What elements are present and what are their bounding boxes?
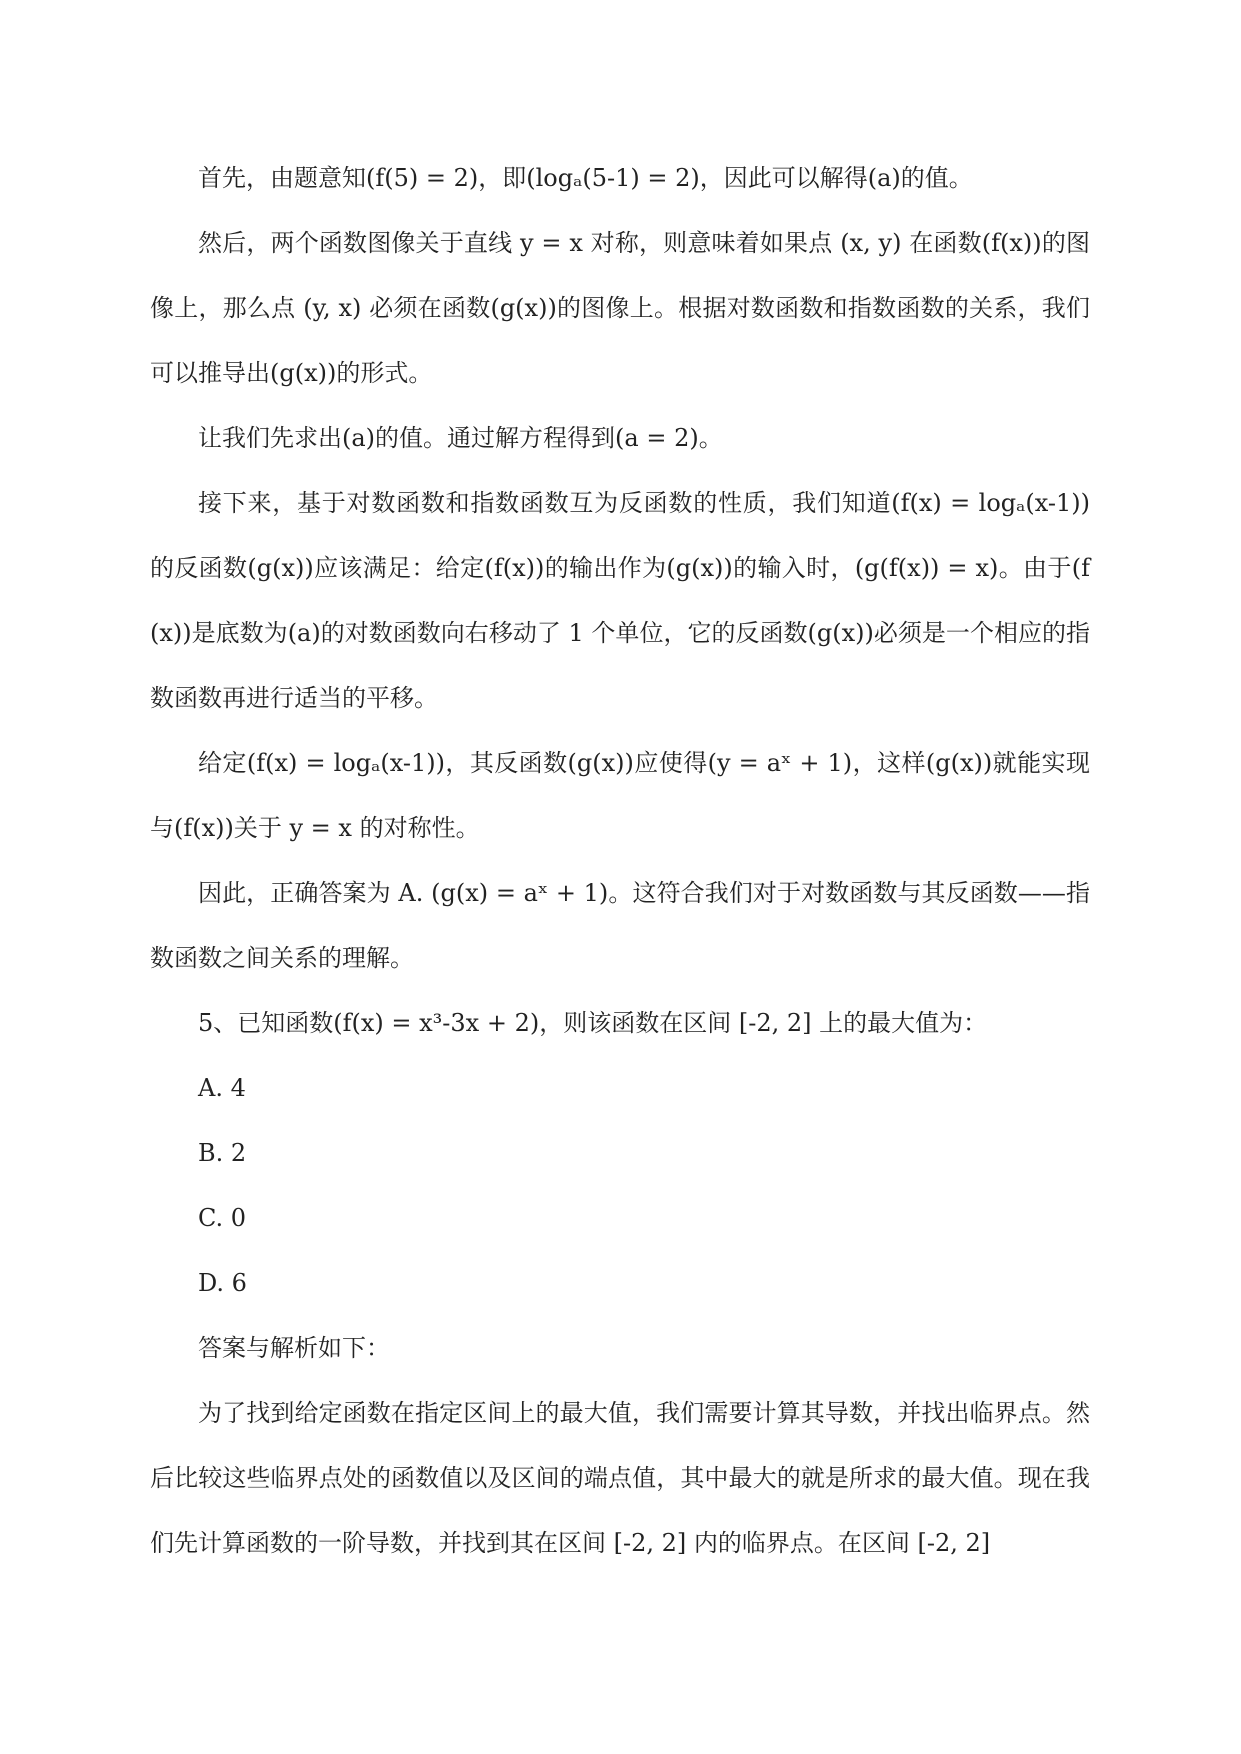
option-c: C. 0 bbox=[198, 1204, 247, 1232]
document-body bbox=[150, 146, 1090, 1576]
paragraph-intro: 首先，由题意知(f(5) = 2)，即(logₐ(5-1) = 2)，因此可以解得(a)的值。 bbox=[198, 164, 973, 192]
paragraph-answer: 因此，正确答案为 A. (g(x) = aˣ + 1)。这符合我们对于对数函数与其反函数——指数函数之间关系的理解。 bbox=[150, 879, 1090, 972]
paragraph-given-inverse: 给定(f(x) = logₐ(x-1))，其反函数(g(x))应使得(y = aˣ + 1)，这样(g(x))就能实现与(f(x))关于 y = x 的对称性。 bbox=[150, 749, 1090, 842]
answer-heading: 答案与解析如下： bbox=[198, 1334, 390, 1362]
option-b: B. 2 bbox=[198, 1139, 247, 1167]
option-a: A. 4 bbox=[198, 1074, 246, 1102]
paragraph-explanation: 为了找到给定函数在指定区间上的最大值，我们需要计算其导数，并找出临界点。然后比较这些临界点处的函数值以及区间的端点值，其中最大的就是所求的最大值。现在我们先计算函数的一阶导数，并找到其在区间 [-2, 2] 内的临界点。在区间 [-2, 2] bbox=[150, 1399, 1090, 1557]
paragraph-symmetry: 然后，两个函数图像关于直线 y = x 对称，则意味着如果点 (x, y) 在函数(f(x))的图像上，那么点 (y, x) 必须在函数(g(x))的图像上。根据对数函数和指数函数的关系，我们可以推导出(g(x))的形式。 bbox=[150, 229, 1090, 387]
question-5: 5、已知函数(f(x) = x³-3x + 2)，则该函数在区间 [-2, 2] 上的最大值为： bbox=[198, 1009, 988, 1037]
option-d: D. 6 bbox=[198, 1269, 247, 1297]
paragraph-solve-a: 让我们先求出(a)的值。通过解方程得到(a = 2)。 bbox=[198, 424, 723, 452]
paragraph-inverse-function: 接下来，基于对数函数和指数函数互为反函数的性质，我们知道(f(x) = logₐ(x-1))的反函数(g(x))应该满足：给定(f(x))的输出作为(g(x))的输入时，(g(f(x)) = x)。由于(f(x))是底数为(a)的对数函数向右移动了 1 个单位，它的反函数(g(x))必须是一个相应的指数函数再进行适当的平移。 bbox=[150, 489, 1090, 712]
